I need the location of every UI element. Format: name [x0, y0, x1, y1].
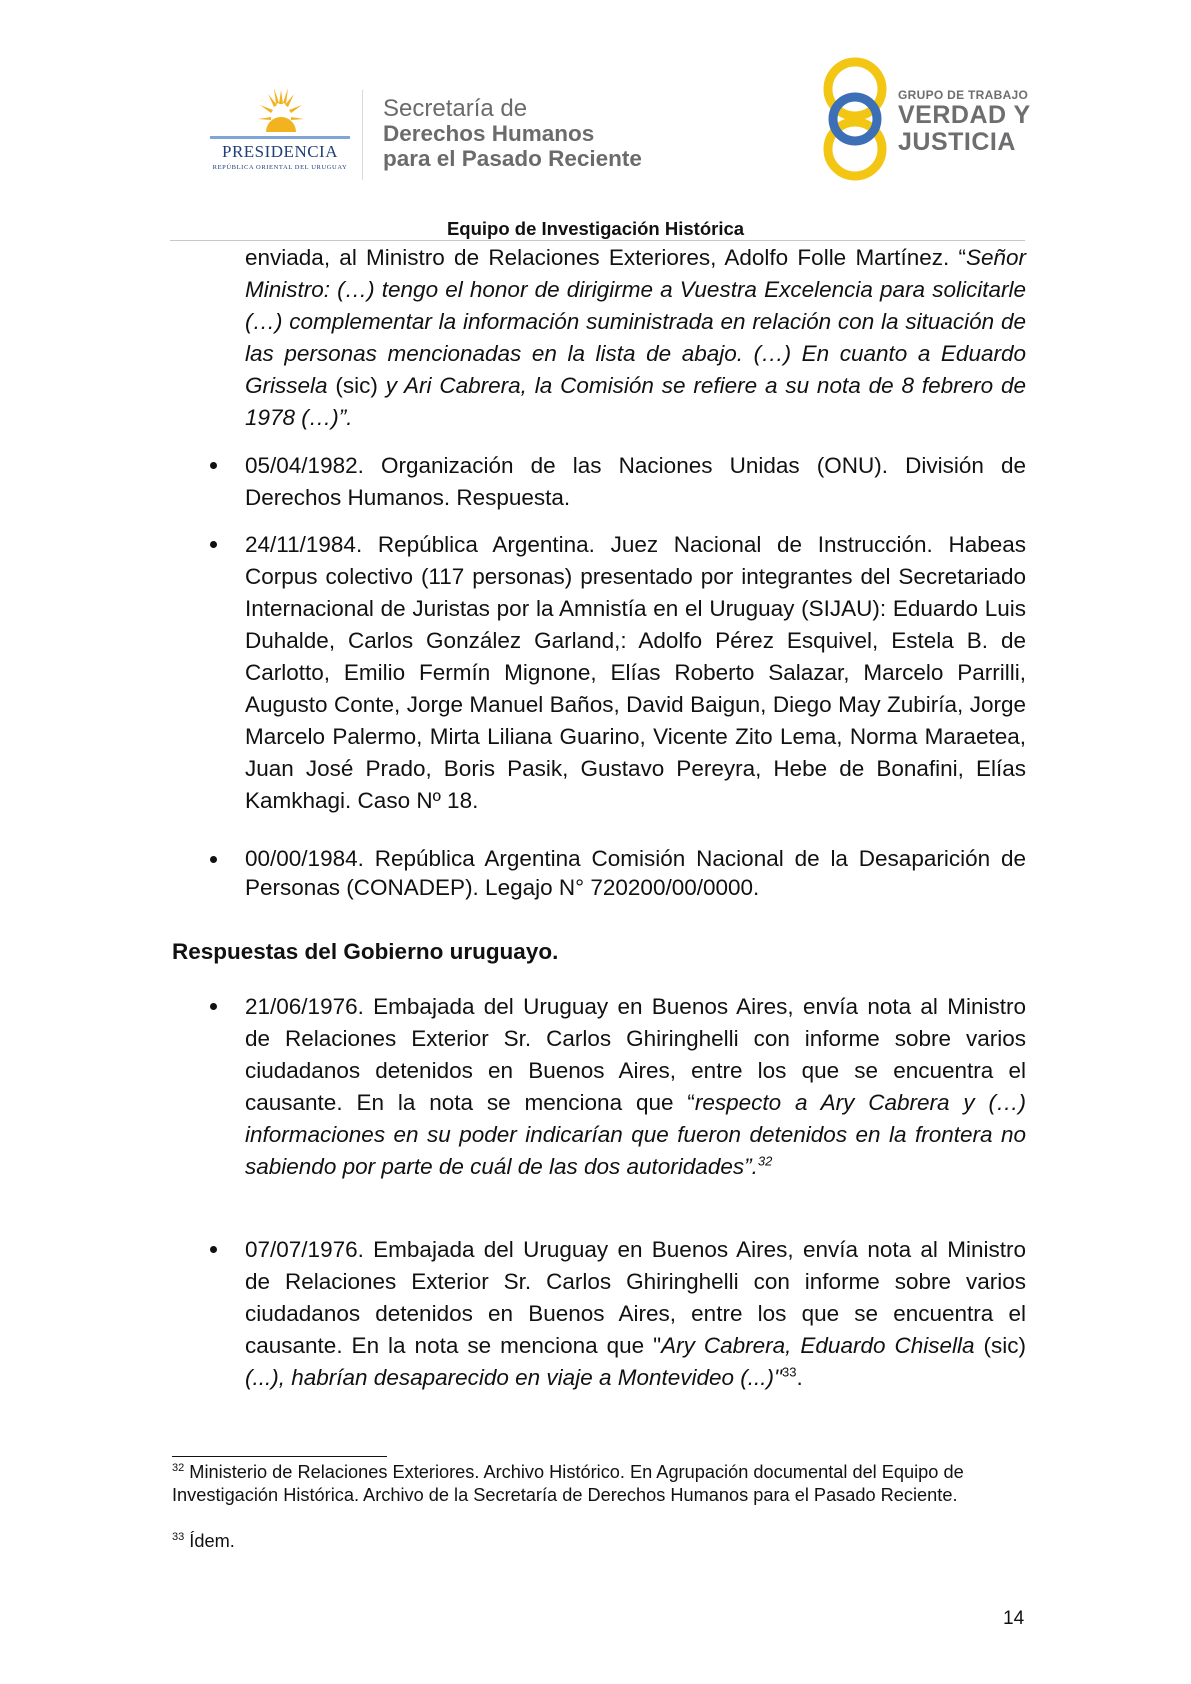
footnote-ref: 33	[782, 1364, 797, 1380]
bullet-marker	[210, 856, 222, 868]
section-heading: Respuestas del Gobierno uruguayo.	[172, 939, 559, 964]
footnote-text: Ministerio de Relaciones Exteriores. Archivo Histórico. En Agrupación documental del Equipo de Investigación Histórica. Archivo de la Secretaría de Derechos Humanos para el Pasado Reciente.	[172, 1462, 964, 1505]
team-title: Equipo de Investigación Histórica	[446, 218, 745, 239]
footnote-rule	[172, 1456, 387, 1457]
footnote-number: 32	[172, 1461, 185, 1474]
intro-quote: Señor Ministro: (…) tengo el honor de dirigirme a Vuestra Excelencia para solicitarle (…) complementar la información suministrada en relación con la situación de las personas mencionadas en la lista de abajo. (…) En cuanto a Eduardo Grissela	[245, 245, 1026, 398]
secretaria-line-1: Secretaría de	[383, 95, 528, 122]
header-rule	[170, 240, 1025, 241]
bullet-marker	[210, 462, 222, 474]
item-end: .	[796, 1365, 803, 1390]
secretaria-line-3: para el Pasado Reciente	[383, 146, 642, 171]
list-item	[245, 991, 1026, 1183]
item-text: 21/06/1976. Embajada del Uruguay en Buenos Aires, envía nota al Ministro de Relaciones Exterior Sr. Carlos Ghiringhelli con informe sobre varios ciudadanos detenidos en Buenos Aires, entre los que se encuentra el causante. En la nota se menciona que “	[245, 994, 1026, 1115]
intro-quote-end: y Ari Cabrera, la Comisión se refiere a su nota de 8 febrero de 1978 (…)”.	[245, 373, 1026, 430]
verdad-justicia-logo-text	[898, 88, 1031, 156]
presidencia-label: PRESIDENCIA	[221, 142, 338, 161]
secretaria-line-2: Derechos Humanos	[383, 121, 595, 146]
verdad-justicia-rings-icon	[820, 55, 890, 183]
item-sic: (sic)	[974, 1333, 1026, 1358]
grupo-line-2: VERDAD Y	[898, 101, 1031, 129]
footnote-ref: 32	[757, 1153, 773, 1169]
page-number: 14	[1003, 1608, 1025, 1629]
grupo-line-1: GRUPO DE TRABAJO	[898, 88, 1029, 102]
bullet-marker	[210, 541, 222, 553]
list-item	[245, 1234, 1026, 1394]
footnote-number: 33	[172, 1530, 185, 1543]
secretaria-logo-text	[383, 96, 642, 171]
list-item: 24/11/1984. República Argentina. Juez Nacional de Instrucción. Habeas Corpus colectivo (117 personas) presentado por integrantes del Secretariado Internacional de Juristas por la Amnistía en el Uruguay (SIJAU): Eduardo Luis Duhalde, Carlos González Garland,: Adolfo Pérez Esquivel, Estela B. de Carlotto, Emilio Fermín Mignone, Elías Roberto Salazar, Marcelo Parrilli, Augusto Conte, Jorge Manuel Baños, David Baigun, Diego May Zubiría, Jorge Marcelo Palermo, Mirta Liliana Guarino, Vicente Zito Lema, Norma Maraetea, Juan José Prado, Boris Pasik, Gustavo Pereyra, Hebe de Bonafini, Elías Kamkhagi. Caso Nº 18.	[245, 532, 1026, 813]
item-quote: respecto a Ary Cabrera y (…) informaciones en su poder indicarían que fueron detenidos en la frontera no sabiendo por parte de cuál de las dos autoridades”.	[245, 1090, 1026, 1179]
bullet-marker	[210, 1246, 222, 1258]
intro-text: enviada, al Ministro de Relaciones Exteriores, Adolfo Folle Martínez. “	[245, 245, 966, 270]
item-quote-end: (...), habrían desaparecido en viaje a Montevideo (...)"	[245, 1365, 783, 1390]
grupo-line-3: JUSTICIA	[898, 128, 1016, 156]
header-separator	[362, 90, 363, 180]
sun-icon	[258, 88, 304, 136]
footnote	[172, 1461, 1032, 1507]
list-item: 00/00/1984. República Argentina Comisión Nacional de la Desaparición de Personas (CONADEP). Legajo N° 720200/00/0000.	[245, 846, 1026, 900]
presidencia-logo	[200, 88, 360, 184]
bullet-marker	[210, 1003, 222, 1015]
item-quote: Ary Cabrera, Eduardo Chisella	[661, 1333, 975, 1358]
intro-paragraph	[245, 242, 1026, 434]
footnote	[172, 1530, 1032, 1553]
list-item: 05/04/1982. Organización de las Naciones Unidas (ONU). División de Derechos Humanos. Respuesta.	[245, 453, 1026, 510]
item-text: 07/07/1976. Embajada del Uruguay en Buenos Aires, envía nota al Ministro de Relaciones Exterior Sr. Carlos Ghiringhelli con informe sobre varios ciudadanos detenidos en Buenos Aires, entre los que se encuentra el causante. En la nota se menciona que "	[245, 1237, 1026, 1358]
presidencia-rule	[210, 136, 350, 139]
presidencia-sublabel: REPÚBLICA ORIENTAL DEL URUGUAY	[212, 164, 348, 171]
footnote-text: Ídem.	[184, 1531, 235, 1551]
intro-sic: (sic)	[327, 373, 386, 398]
